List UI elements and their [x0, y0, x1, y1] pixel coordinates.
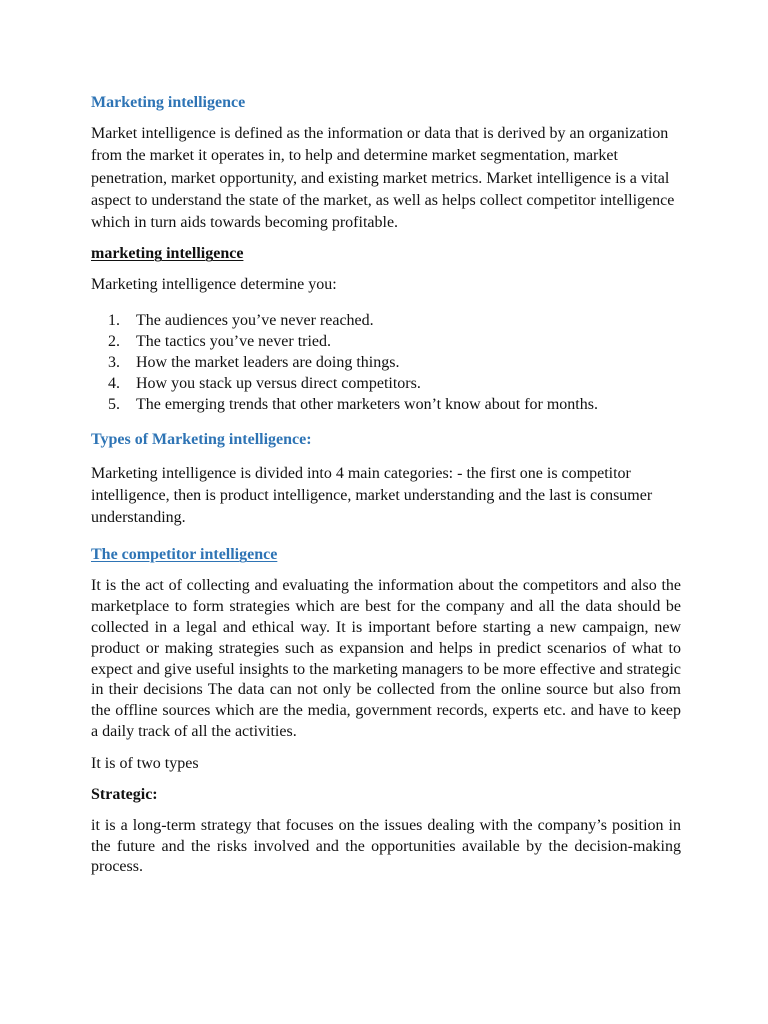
paragraph-two-types: It is of two types: [91, 754, 199, 772]
list-item: [91, 352, 681, 373]
paragraph-market-intelligence-definition: Market intelligence is defined as the information or data that is derived by an organization from the market it operates in, to help and determine market segmentation, market penetration, market opportunity, and existing market metrics. Market intelligence is a vital aspect to understand the state of the market, as well as helps collect competitor intelligence which in turn aids towards becoming profitable.: [91, 125, 675, 232]
paragraph-types-description: Marketing intelligence is divided into 4 main categories: - the first one is competitor intelligence, then is product intelligence, market understanding and the last is consumer understanding.: [91, 465, 653, 527]
list-item-text: The emerging trends that other marketers won’t know about for months.: [136, 396, 598, 414]
heading-strategic: Strategic:: [91, 785, 158, 803]
list-item-text: The audiences you’ve never reached.: [136, 312, 374, 330]
list-item: [91, 310, 681, 331]
heading-types-of-marketing-intelligence: Types of Marketing intelligence:: [91, 431, 312, 449]
list-item-number: 2.: [108, 333, 120, 351]
list-item: [91, 394, 681, 415]
list-item-text: How the market leaders are doing things.: [136, 354, 400, 372]
list-item: [91, 331, 681, 352]
paragraph-competitor-intelligence: It is the act of collecting and evaluating the information about the competitors and also the marketplace to form strategies which are best for the company and all the data should be collected in a legal and ethical way. It is important before starting a new campaign, new product or making strategies such as expansion and helps in predict scenarios of what to expect and give useful insights to the marketing managers to be more effective and strategic in their decisions The data can not only be collected from the online source but also from the offline sources which are the media, government records, experts etc. and have to keep a daily track of all the activities.: [91, 577, 681, 741]
list-item-number: 4.: [108, 375, 120, 393]
list-item-number: 3.: [108, 354, 120, 372]
paragraph-strategic: it is a long-term strategy that focuses on the issues dealing with the company’s position in the future and the risks involved and the opportunities available by the decision-making process.: [91, 816, 681, 876]
list-item-text: The tactics you’ve never tried.: [136, 333, 332, 351]
paragraph-determine-you: Marketing intelligence determine you:: [91, 276, 337, 294]
heading-competitor-intelligence: The competitor intelligence: [91, 546, 278, 564]
list-item-number: 5.: [108, 396, 120, 414]
list-determine-items: [91, 310, 681, 415]
heading-marketing-intelligence: Marketing intelligence: [91, 94, 246, 111]
list-item-text: How you stack up versus direct competitors.: [136, 375, 421, 393]
document-page: [91, 92, 681, 878]
list-item: [91, 373, 681, 394]
heading-marketing-intelligence-sub: marketing intelligence: [91, 245, 244, 263]
list-item-number: 1.: [108, 312, 120, 330]
